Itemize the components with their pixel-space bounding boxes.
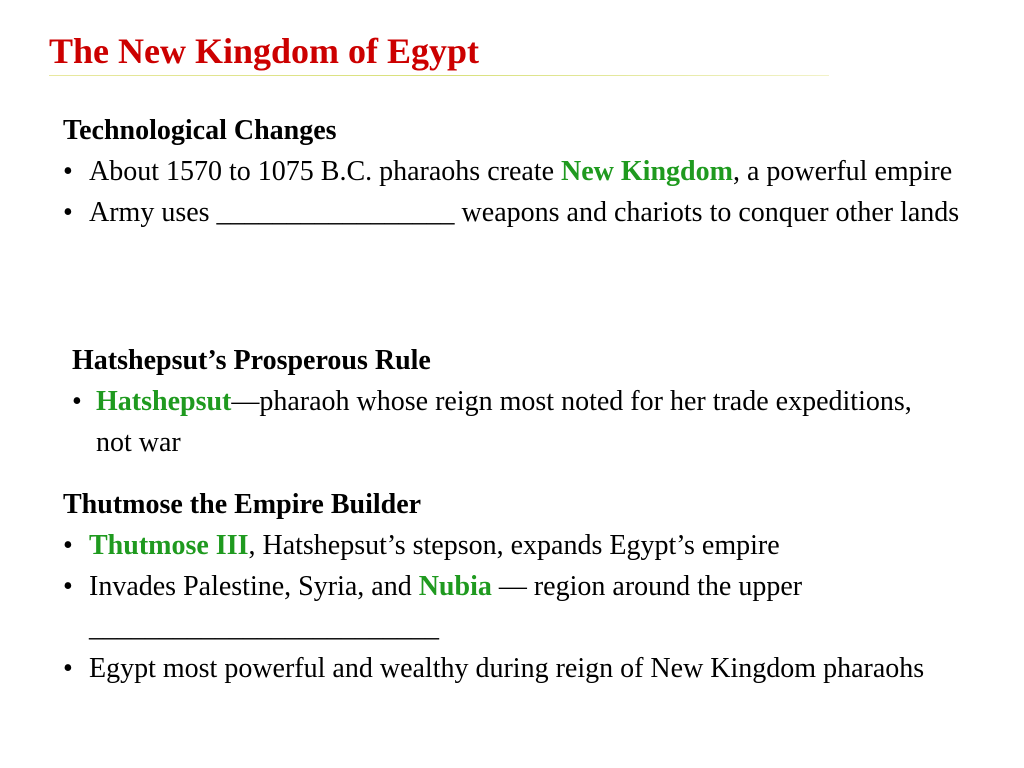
bullet-text: About 1570 to 1075 B.C. pharaohs create (89, 156, 562, 187)
bullet-dot: • (63, 653, 73, 684)
bullet-dot: • (63, 197, 73, 228)
bullet-text: , a powerful empire (732, 156, 953, 187)
section-heading: Hatshepsut’s Prosperous Rule (72, 345, 431, 376)
bullet-text: , Hatshepsut’s stepson, expands Egypt’s empire (248, 530, 780, 561)
key-term: Nubia (418, 571, 492, 602)
bullet-item (63, 151, 983, 192)
bullet-dot: • (63, 571, 73, 602)
section-hatshepsut (72, 340, 952, 463)
section-thutmose (63, 484, 983, 689)
section-heading: Technological Changes (63, 115, 337, 146)
bullet-dot: • (63, 156, 73, 187)
bullet-item (63, 192, 983, 233)
bullet-text: Invades Palestine, Syria, and (89, 571, 419, 602)
bullet-item (72, 381, 952, 463)
key-term: Thutmose III (89, 530, 249, 561)
section-heading: Thutmose the Empire Builder (63, 489, 422, 520)
section-technological-changes (63, 110, 983, 233)
bullet-item (63, 525, 983, 566)
bullet-text: Army uses _________________ weapons and chariots to conquer other lands (89, 197, 960, 228)
bullet-text: Egypt most powerful and wealthy during reign of New Kingdom pharaohs (89, 653, 925, 684)
key-term: New Kingdom (561, 156, 733, 187)
title-underline (49, 75, 829, 76)
bullet-text: —pharaoh whose reign most noted for her trade expeditions, not war (96, 386, 912, 458)
bullet-dot: • (63, 530, 73, 561)
key-term: Hatshepsut (96, 386, 232, 417)
bullet-item (63, 648, 983, 689)
slide-title: The New Kingdom of Egypt (49, 31, 480, 71)
bullet-item (63, 566, 983, 648)
bullet-text: — region around the upper _________________________ (89, 571, 803, 643)
bullet-dot: • (72, 386, 82, 417)
